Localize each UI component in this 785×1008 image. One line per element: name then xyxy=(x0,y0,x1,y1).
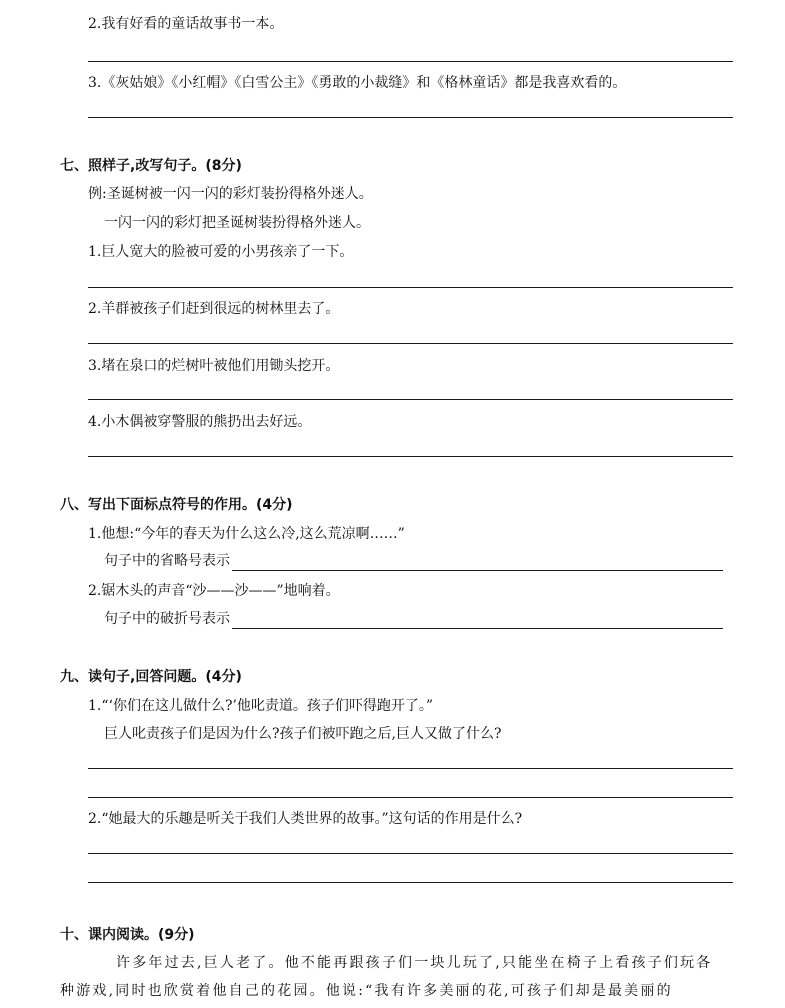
sec7-example-answer: 一闪一闪的彩灯把圣诞树装扮得格外迷人。 xyxy=(104,215,370,231)
sec8-q2-fill-row xyxy=(104,609,723,629)
sec8-q1-prompt: 句子中的省略号表示 xyxy=(104,553,230,569)
sec7-example: 例:圣诞树被一闪一闪的彩灯装扮得格外迷人。 xyxy=(88,186,373,202)
sec8-q2-prompt: 句子中的破折号表示 xyxy=(104,611,230,627)
sec7-q1-text: 1.巨人宽大的脸被可爱的小男孩亲了一下。 xyxy=(88,244,354,260)
sec6-q2-text: 2.我有好看的童话故事书一本。 xyxy=(88,16,284,32)
answer-line[interactable] xyxy=(88,882,733,883)
reading-passage-line: 种游戏,同时也欣赏着他自己的花园。他说:“我有许多美丽的花,可孩子们却是最美丽的 xyxy=(60,983,673,999)
answer-line[interactable] xyxy=(88,768,733,769)
answer-line[interactable] xyxy=(88,61,733,62)
sec9-q1-question: 巨人叱责孩子们是因为什么?孩子们被吓跑之后,巨人又做了什么? xyxy=(104,726,502,742)
answer-line[interactable] xyxy=(88,797,733,798)
sec6-q3-text: 3.《灰姑娘》《小红帽》《白雪公主》《勇敢的小裁缝》和《格林童话》都是我喜欢看的。 xyxy=(88,75,627,91)
answer-line[interactable] xyxy=(88,287,733,288)
sec8-q1-fill-row xyxy=(104,551,723,571)
answer-line[interactable] xyxy=(88,343,733,344)
sec7-q2-text: 2.羊群被孩子们赶到很远的树林里去了。 xyxy=(88,301,340,317)
sec8-title: 八、写出下面标点符号的作用。(4分) xyxy=(60,497,293,513)
sec10-title: 十、课内阅读。(9分) xyxy=(60,927,195,943)
sec8-q1-text: 1.他想:“今年的春天为什么这么冷,这么荒凉啊……” xyxy=(88,526,405,542)
answer-line[interactable] xyxy=(88,853,733,854)
sec7-title: 七、照样子,改写句子。(8分) xyxy=(60,158,242,174)
sec9-q1-text: 1.“‘你们在这儿做什么?’他叱责道。孩子们吓得跑开了。” xyxy=(88,698,434,714)
fill-blank[interactable] xyxy=(232,554,723,571)
fill-blank[interactable] xyxy=(232,612,723,629)
sec9-q2-text: 2.“她最大的乐趣是听关于我们人类世界的故事。”这句话的作用是什么? xyxy=(88,811,523,827)
sec9-title: 九、读句子,回答问题。(4分) xyxy=(60,669,242,685)
sec8-q2-text: 2.锯木头的声音“沙——沙——”地响着。 xyxy=(88,583,340,599)
sec7-q4-text: 4.小木偶被穿警服的熊扔出去好远。 xyxy=(88,414,312,430)
sec7-q3-text: 3.堵在泉口的烂树叶被他们用锄头挖开。 xyxy=(88,358,340,374)
answer-line[interactable] xyxy=(88,456,733,457)
answer-line[interactable] xyxy=(88,399,733,400)
reading-passage-line: 许多年过去,巨人老了。他不能再跟孩子们一块儿玩了,只能坐在椅子上看孩子们玩各 xyxy=(116,955,713,971)
answer-line[interactable] xyxy=(88,117,733,118)
